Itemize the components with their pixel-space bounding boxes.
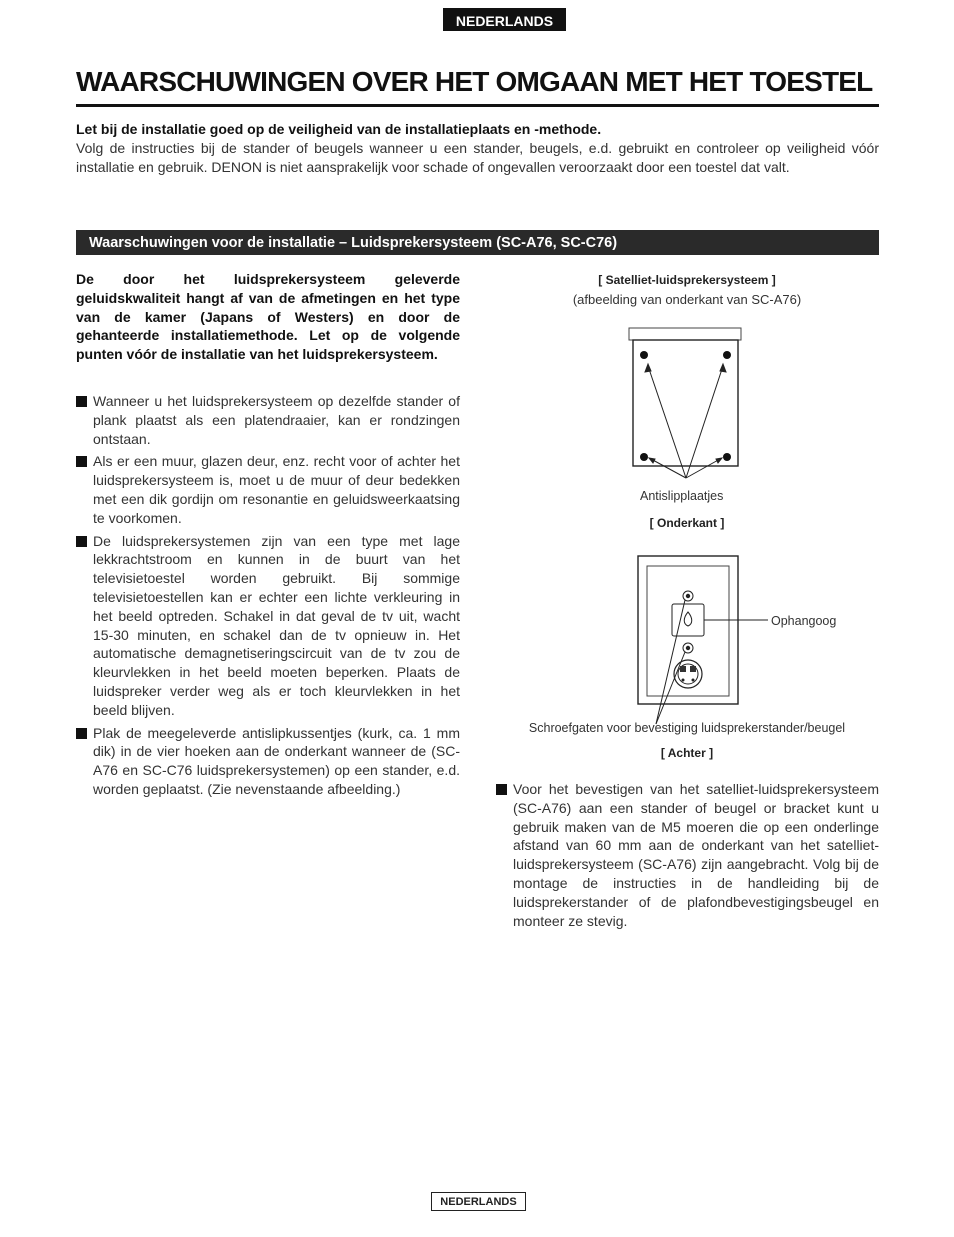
speaker-rear-inner (647, 566, 729, 696)
antislip-pad-dot (723, 351, 731, 359)
page-title: WAARSCHUWINGEN OVER HET OMGAAN MET HET TOESTEL (76, 64, 879, 107)
figure-subtitle: (afbeelding van onderkant van SC-A76) (572, 292, 802, 307)
figure-title: [ Satelliet-luidsprekersysteem ] (598, 273, 776, 287)
antislip-pad-dot (723, 453, 731, 461)
screw-holes-label: Schroefgaten voor bevestiging luidsprekerstander/beugel (528, 721, 846, 735)
bullet-square-icon (76, 456, 87, 467)
rear-caption: [ Achter ] (660, 746, 714, 760)
bullet-item (76, 452, 460, 527)
antislip-label: Antislipplaatjes (640, 489, 724, 503)
bullet-square-icon (76, 536, 87, 547)
bullet-item (76, 532, 460, 720)
bullet-square-icon (496, 784, 507, 795)
bullet-text: Voor het bevestigen van het satelliet-luidsprekersysteem (SC-A76) aan een stander of beugel or bracket kunt u gebruik maken van de M5 moeren die op een onderlinge afstand van 60 mm aan de onderkant van het satelliet-luidsprekersysteem (SC-A76) zijn aangebracht. Volg bij de montage de instructies in de handleiding bij de luidsprekerstander of de plafondbevestigingsbeugel en monteer ze stevig. (513, 781, 879, 929)
bullet-text: Als er een muur, glazen deur, enz. recht voor of achter het luidsprekersysteem is, moet u de muur of deur bedekken met een dik gordijn om resonantie en geluidsweerkaatsing te voorkomen. (93, 453, 460, 526)
language-tab: NEDERLANDS (443, 8, 566, 31)
speaker-bottom-face (633, 340, 738, 466)
intro-lead: Let bij de installatie goed op de veiligheid van de installatieplaats en -methode. (76, 121, 602, 137)
bullet-item (76, 724, 460, 799)
footer-language-tab: NEDERLANDS (431, 1192, 526, 1211)
hook-plate (672, 604, 704, 636)
section-lead: De door het luidsprekersysteem geleverde geluidskwaliteit hangt af van de afmetingen en het type van de kamer (Japans of Westers) en door de gehanteerde installatiemethode. Let op de volgende punten vóór de installatie van het luidsprekersysteem. (76, 271, 460, 363)
left-column (76, 270, 460, 803)
speaker-bottom-diagram (620, 320, 750, 480)
bullet-text: De luidsprekersystemen zijn van een type met lage lekkrachtstroom en kunnen in de buurt van het televisietoestel worden gebruikt. Bij sommige televisietoestellen kan er echter een lichte verkleuring in het beeld optreden. Schakel in dat geval de tv uit, wacht 15-30 minuten, en schakel dan de tv opnieuw in. Het automatische demagnetiseringscircuit van de tv zou de kleurvlekken in het beeld moeten beperken. Plaats de luidspreker verder weg als er toch kleurvlekken in het beeld blijven. (93, 532, 460, 718)
antislip-pad-dot (640, 351, 648, 359)
bullet-square-icon (76, 728, 87, 739)
hook-eye (684, 612, 692, 626)
speaker-rear-outer (638, 556, 738, 704)
intro-block (76, 120, 879, 177)
bullet-text: Plak de meegeleverde antislipkussentjes (kurk, ca. 1 mm dik) in de vier hoeken aan de onderkant wanneer de (SC-A76 en SC-C76 luidsprekersystemen) op een stander, e.d. worden geplaatst. (Zie nevenstaande afbeelding.) (93, 724, 460, 797)
bullet-text: Wanneer u het luidsprekersysteem op dezelfde stander of plank plaatst als een platendraaier, kan er rondzingen ontstaan. (93, 392, 460, 447)
bullet-square-icon (76, 396, 87, 407)
speaker-rear-diagram (630, 550, 780, 730)
antislip-pad-dot (640, 453, 648, 461)
bullet-item (76, 392, 460, 448)
intro-body: Volg de instructies bij de stander of beugels wanneer u een stander, beugels, e.d. gebruikt en controleer op veiligheid vóór installatie en gebruik. DENON is niet aansprakelijk voor schade of ongevallen veroorzaakt door een toestel dat valt. (76, 140, 879, 175)
hook-label: Ophangoog (771, 614, 837, 628)
speaker-top-edge (629, 328, 741, 340)
section-heading: Waarschuwingen voor de installatie – Luidsprekersysteem (SC-A76, SC-C76) (76, 230, 879, 255)
right-bullet-item (496, 780, 879, 930)
bottom-caption: [ Onderkant ] (649, 516, 725, 530)
